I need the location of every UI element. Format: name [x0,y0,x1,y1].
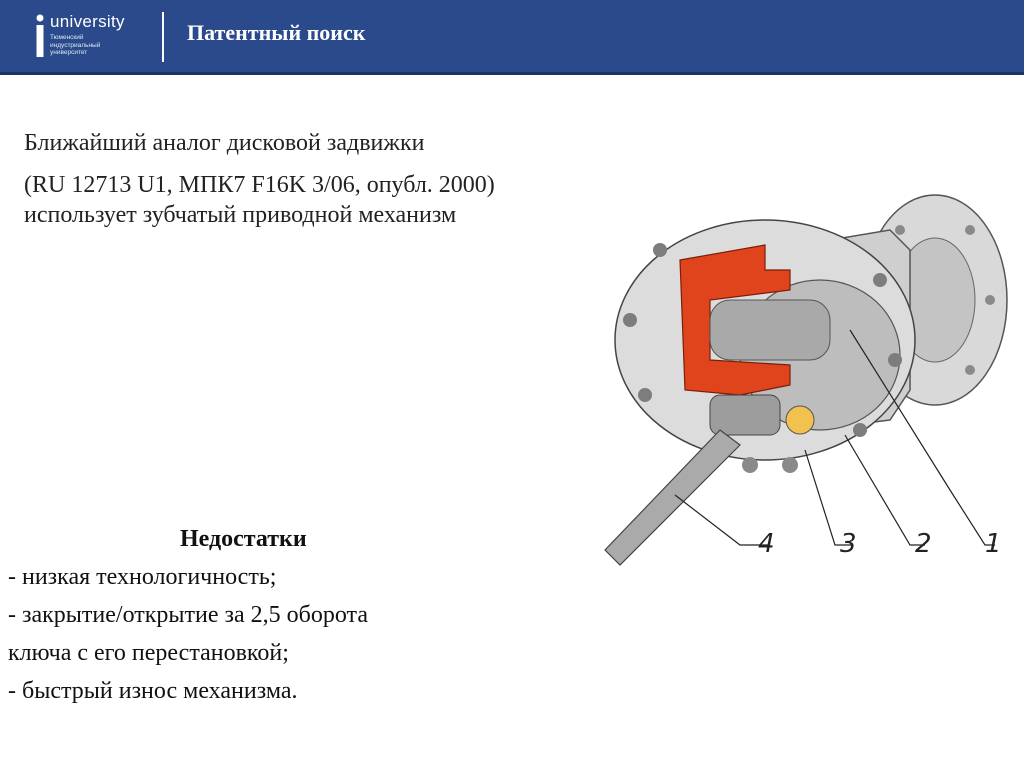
callout-labels [758,529,1002,559]
spindle [710,300,830,360]
description-text [24,128,544,230]
logo-i-icon [34,14,46,58]
university-logo [34,8,144,64]
callout-2: 2 [915,529,932,559]
paragraph-analog: Ближайший аналог дисковой задвижки [24,130,425,156]
wrench-handle [605,430,740,565]
disadvantages-title: Недостатки [180,526,307,552]
disadvantage-item: - быстрый износ механизма. [8,678,298,704]
paragraph-patent: (RU 12713 U1, МПК7 F16K 3/06, опубл. 2000) использует зубчатый приводной механизм [24,172,495,228]
page-title: Патентный поиск [187,20,366,45]
disadvantage-item: ключа с его перестановкой; [8,640,289,666]
valve-cutaway-diagram [590,190,1020,590]
callout-4: 4 [758,529,775,559]
header-bar [0,0,1024,75]
callout-1: 1 [985,529,1002,559]
logo-wordmark: university [50,12,125,31]
disadvantage-item: - низкая технологичность; [8,564,277,590]
disadvantage-item: - закрытие/открытие за 2,5 оборота [8,602,368,628]
logo-subtitle: Тюменский индустриальный университет [50,34,101,56]
callout-3: 3 [840,529,857,559]
header-divider [162,12,164,62]
disadvantages-section [8,520,538,710]
